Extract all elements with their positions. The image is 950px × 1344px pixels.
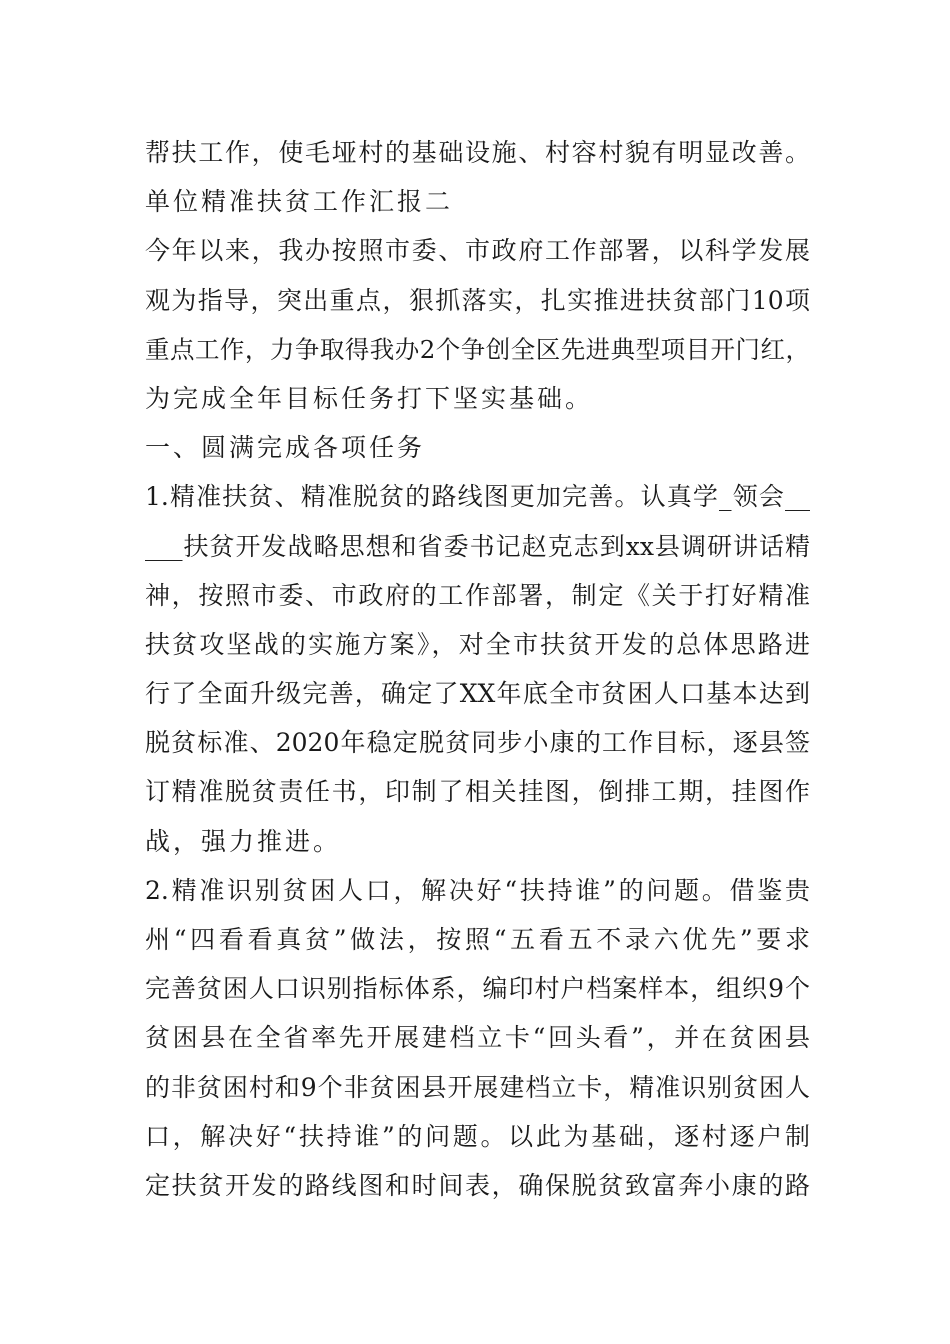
body-line: 神，按照市委、市政府的工作部署，制定《关于打好精准 xyxy=(145,580,810,610)
body-line: 扶贫攻坚战的实施方案》，对全市扶贫开发的总体思路进 xyxy=(145,629,810,659)
body-line: 2.精准识别贫困人口，解决好“扶持谁”的问题。借鉴贵 xyxy=(145,875,810,905)
body-line: 口，解决好“扶持谁”的问题。以此为基础，逐村逐户制 xyxy=(145,1121,810,1151)
section-heading: 单位精准扶贫工作汇报二 xyxy=(145,187,454,217)
body-line: 观为指导，突出重点，狠抓落实，扎实推进扶贫部门10项 xyxy=(145,285,810,315)
body-line: 行了全面升级完善，确定了XX年底全市贫困人口基本达到 xyxy=(145,679,810,709)
body-line: 帮扶工作，使毛垭村的基础设施、村容村貌有明显改善。 xyxy=(145,138,810,167)
body-line: 重点工作，力争取得我办2个争创全区先进典型项目开门红， xyxy=(145,334,810,364)
body-line: 今年以来，我办按照市委、市政府工作部署，以科学发展 xyxy=(145,236,810,266)
body-line: 定扶贫开发的路线图和时间表，确保脱贫致富奔小康的路 xyxy=(145,1170,810,1200)
body-line: ___扶贫开发战略思想和省委书记赵克志到xx县调研讲话精 xyxy=(145,531,810,561)
body-line: 脱贫标准、2020年稳定脱贫同步小康的工作目标，逐县签 xyxy=(145,728,810,758)
body-line: 州“四看看真贫”做法，按照“五看五不录六优先”要求 xyxy=(145,925,810,954)
body-line: 战，强力推进。 xyxy=(145,826,342,856)
section-heading: 一、圆满完成各项任务 xyxy=(145,433,426,463)
body-line: 1.精准扶贫、精准脱贫的路线图更加完善。认真学_领会__ xyxy=(145,482,810,512)
body-line: 的非贫困村和9个非贫困县开展建档立卡，精准识别贫困人 xyxy=(145,1072,810,1102)
body-line: 完善贫困人口识别指标体系，编印村户档案样本，组织9个 xyxy=(145,974,810,1004)
document-body xyxy=(145,128,810,1210)
body-line: 为完成全年目标任务打下坚实基础。 xyxy=(145,383,594,413)
body-line: 订精准脱贫责任书，印制了相关挂图，倒排工期，挂图作 xyxy=(145,777,810,807)
body-line: 贫困县在全省率先开展建档立卡“回头看”，并在贫困县 xyxy=(145,1023,810,1053)
